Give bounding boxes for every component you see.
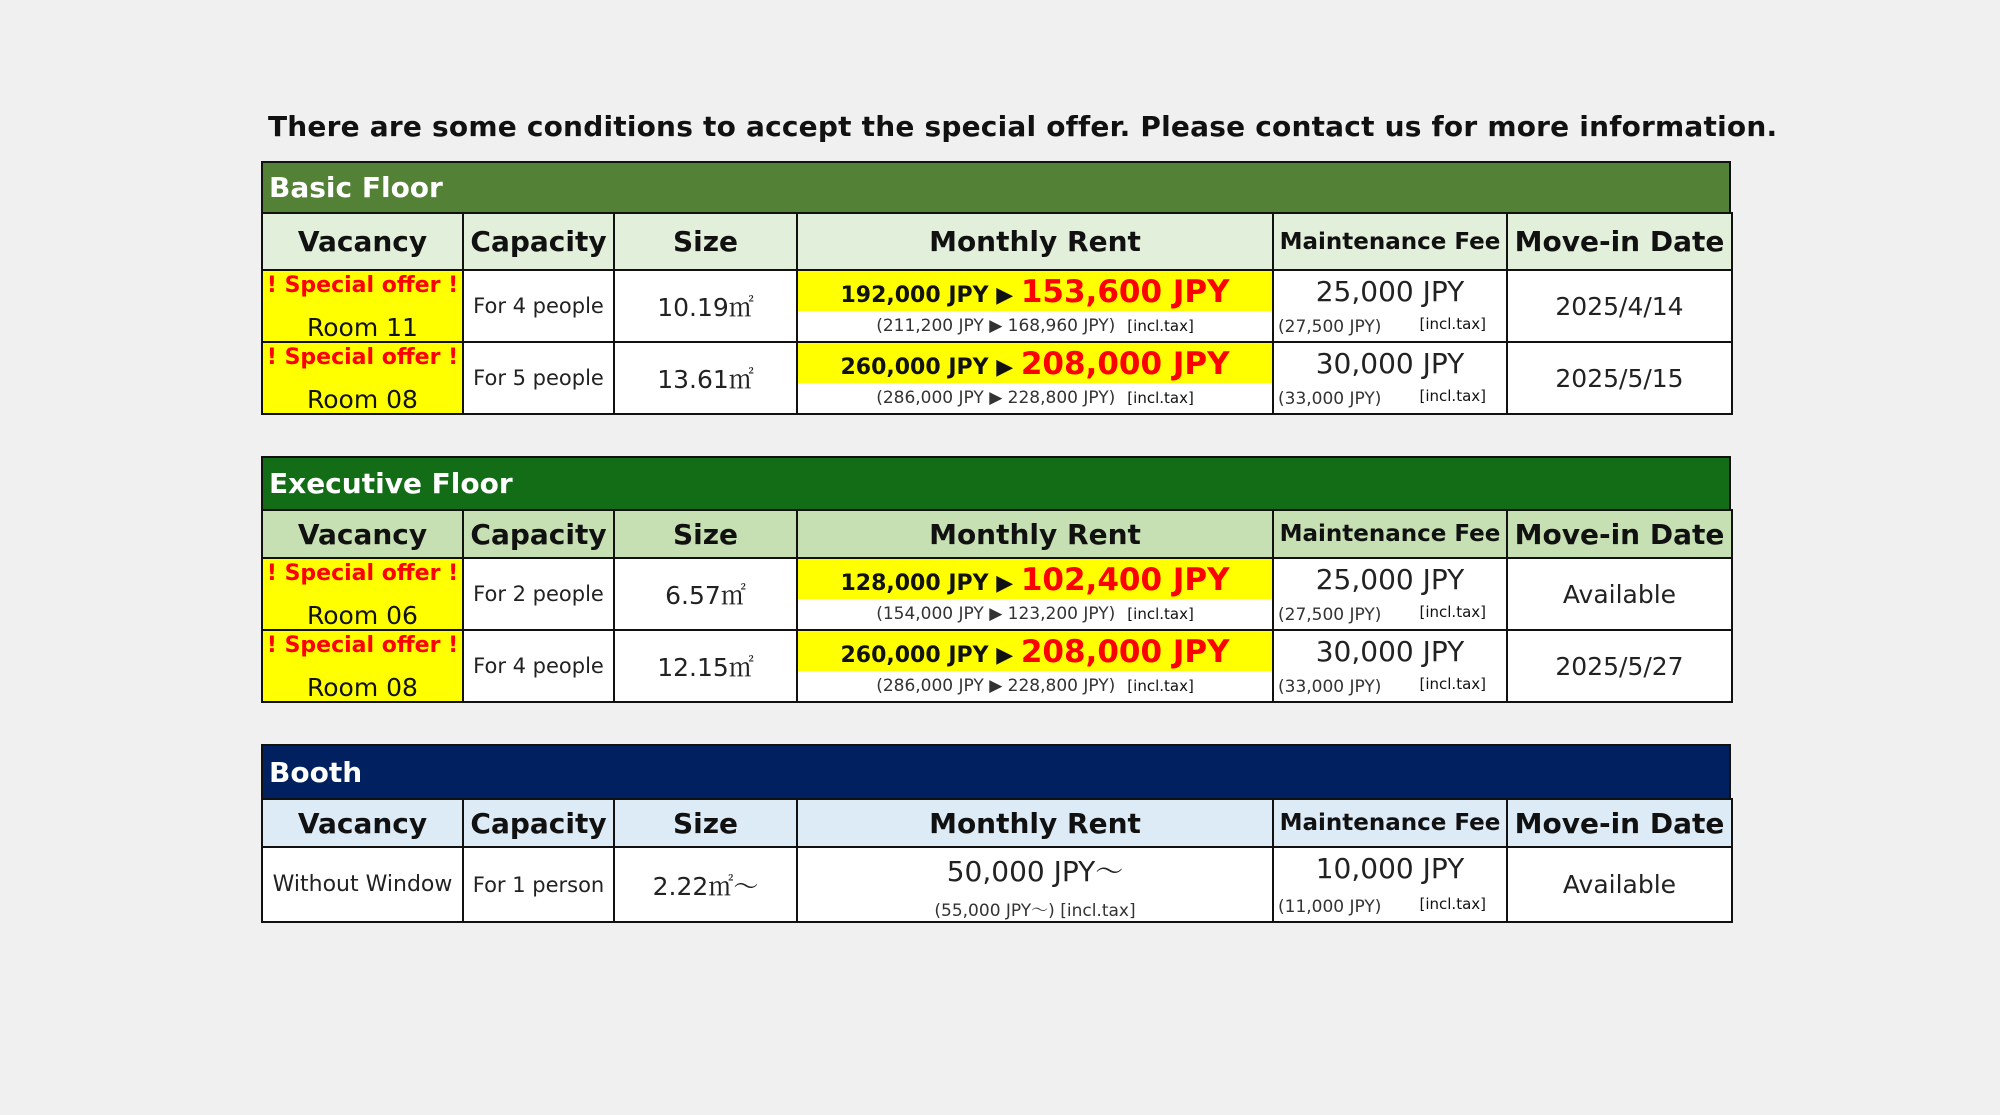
rent-cell (797, 270, 1273, 342)
room-name: Room 08 (307, 673, 418, 702)
rent-tax-label: [incl.tax] (1127, 677, 1194, 695)
section-title: Executive Floor (261, 456, 1731, 509)
room-name: Room 06 (307, 601, 418, 630)
fee-cell (1273, 630, 1507, 702)
booth-section (261, 744, 1731, 923)
rent-value: 50,000 JPY～ (946, 855, 1124, 888)
rent-tax: (55,000 JPY～) [incl.tax] (934, 901, 1136, 921)
header-row (262, 213, 1732, 270)
fee-tax-value: (27,500 JPY) (1278, 605, 1382, 625)
fee-tax-label: [incl.tax] (1419, 675, 1486, 693)
rent-old: 192,000 JPY (840, 283, 989, 308)
header-size: Size (614, 799, 797, 847)
capacity-cell: For 1 person (463, 847, 614, 922)
vacancy-cell (262, 558, 463, 630)
section-title: Basic Floor (261, 161, 1731, 212)
offer-conditions-notice: There are some conditions to accept the special offer. Please contact us for more information. (268, 110, 1778, 143)
header-vacancy: Vacancy (262, 510, 463, 558)
table-row (262, 847, 1732, 922)
capacity-cell: For 5 people (463, 342, 614, 414)
room-name: Room 11 (307, 313, 418, 342)
vacancy-cell (262, 270, 463, 342)
special-offer-badge: ! Special offer ! (266, 345, 459, 370)
header-rent: Monthly Rent (797, 799, 1273, 847)
special-offer-badge: ! Special offer ! (266, 273, 459, 298)
header-capacity: Capacity (463, 213, 614, 270)
fee-cell (1273, 342, 1507, 414)
room-name: Room 08 (307, 385, 418, 414)
basic-floor-section (261, 161, 1731, 415)
rent-tax-label: [incl.tax] (1127, 605, 1194, 623)
rent-tax (798, 671, 1272, 701)
header-date: Move-in Date (1507, 799, 1732, 847)
fee-tax-value: (33,000 JPY) (1278, 389, 1382, 409)
move-in-date: 2025/5/27 (1507, 630, 1732, 702)
rent-new: 208,000 JPY (1020, 634, 1230, 670)
rent-offer (798, 271, 1272, 311)
rent-tax (798, 311, 1272, 341)
rent-tax-values: (211,200 JPY ▶ 168,960 JPY) (876, 316, 1116, 336)
header-row (262, 510, 1732, 558)
fee-value: 30,000 JPY (1315, 347, 1465, 380)
section-title: Booth (261, 744, 1731, 798)
rent-cell (797, 630, 1273, 702)
size-cell: 2.22㎡～ (614, 847, 797, 922)
fee-tax-label: [incl.tax] (1419, 603, 1486, 621)
vacancy-cell: Without Window (262, 847, 463, 922)
rent-tax (798, 383, 1272, 413)
special-offer-badge: ! Special offer ! (266, 561, 459, 586)
capacity-cell: For 4 people (463, 630, 614, 702)
size-cell: 13.61㎡ (614, 342, 797, 414)
rent-cell (797, 558, 1273, 630)
rent-old: 260,000 JPY (840, 355, 989, 380)
header-rent: Monthly Rent (797, 213, 1273, 270)
fee-value: 25,000 JPY (1315, 275, 1465, 308)
header-size: Size (614, 213, 797, 270)
header-date: Move-in Date (1507, 510, 1732, 558)
move-in-date: Available (1507, 558, 1732, 630)
executive-floor-table (261, 509, 1733, 703)
rent-tax-values: (286,000 JPY ▶ 228,800 JPY) (876, 388, 1116, 408)
vacancy-cell (262, 342, 463, 414)
rent-old: 260,000 JPY (840, 643, 989, 668)
fee-value: 25,000 JPY (1315, 563, 1465, 596)
header-capacity: Capacity (463, 510, 614, 558)
table-row (262, 630, 1732, 702)
rent-new: 102,400 JPY (1020, 562, 1230, 598)
header-date: Move-in Date (1507, 213, 1732, 270)
header-fee: Maintenance Fee (1273, 510, 1507, 558)
table-row (262, 342, 1732, 414)
arrow-icon: ▶ (996, 283, 1021, 308)
header-fee: Maintenance Fee (1273, 213, 1507, 270)
rent-tax-values: (154,000 JPY ▶ 123,200 JPY) (876, 604, 1116, 624)
header-vacancy: Vacancy (262, 799, 463, 847)
executive-floor-section (261, 456, 1731, 703)
header-size: Size (614, 510, 797, 558)
rent-cell (797, 847, 1273, 922)
rent-old: 128,000 JPY (840, 571, 989, 596)
arrow-icon: ▶ (996, 643, 1021, 668)
basic-floor-table (261, 212, 1733, 415)
header-row (262, 799, 1732, 847)
size-cell: 10.19㎡ (614, 270, 797, 342)
fee-tax-value: (27,500 JPY) (1278, 317, 1382, 337)
capacity-cell: For 4 people (463, 270, 614, 342)
size-cell: 6.57㎡ (614, 558, 797, 630)
fee-tax-label: [incl.tax] (1419, 315, 1486, 333)
table-row (262, 558, 1732, 630)
size-cell: 12.15㎡ (614, 630, 797, 702)
fee-cell (1273, 847, 1507, 922)
rent-offer (798, 343, 1272, 383)
table-row (262, 270, 1732, 342)
move-in-date: 2025/5/15 (1507, 342, 1732, 414)
fee-tax-value: (11,000 JPY) (1278, 897, 1382, 917)
header-capacity: Capacity (463, 799, 614, 847)
capacity-cell: For 2 people (463, 558, 614, 630)
rent-new: 208,000 JPY (1020, 346, 1230, 382)
move-in-date: 2025/4/14 (1507, 270, 1732, 342)
booth-table (261, 798, 1733, 923)
move-in-date: Available (1507, 847, 1732, 922)
rent-tax-label: [incl.tax] (1127, 389, 1194, 407)
fee-tax-label: [incl.tax] (1419, 895, 1486, 913)
fee-value: 10,000 JPY (1315, 852, 1465, 885)
header-fee: Maintenance Fee (1273, 799, 1507, 847)
rent-offer (798, 559, 1272, 599)
fee-value: 30,000 JPY (1315, 635, 1465, 668)
rent-new: 153,600 JPY (1020, 274, 1230, 310)
rent-tax (798, 599, 1272, 629)
vacancy-cell (262, 630, 463, 702)
rent-tax-label: [incl.tax] (1127, 317, 1194, 335)
arrow-icon: ▶ (996, 571, 1021, 596)
fee-cell (1273, 558, 1507, 630)
arrow-icon: ▶ (996, 355, 1021, 380)
rent-cell (797, 342, 1273, 414)
fee-tax-label: [incl.tax] (1419, 387, 1486, 405)
special-offer-badge: ! Special offer ! (266, 633, 459, 658)
header-rent: Monthly Rent (797, 510, 1273, 558)
header-vacancy: Vacancy (262, 213, 463, 270)
rent-tax-values: (286,000 JPY ▶ 228,800 JPY) (876, 676, 1116, 696)
fee-tax-value: (33,000 JPY) (1278, 677, 1382, 697)
rent-offer (798, 631, 1272, 671)
fee-cell (1273, 270, 1507, 342)
